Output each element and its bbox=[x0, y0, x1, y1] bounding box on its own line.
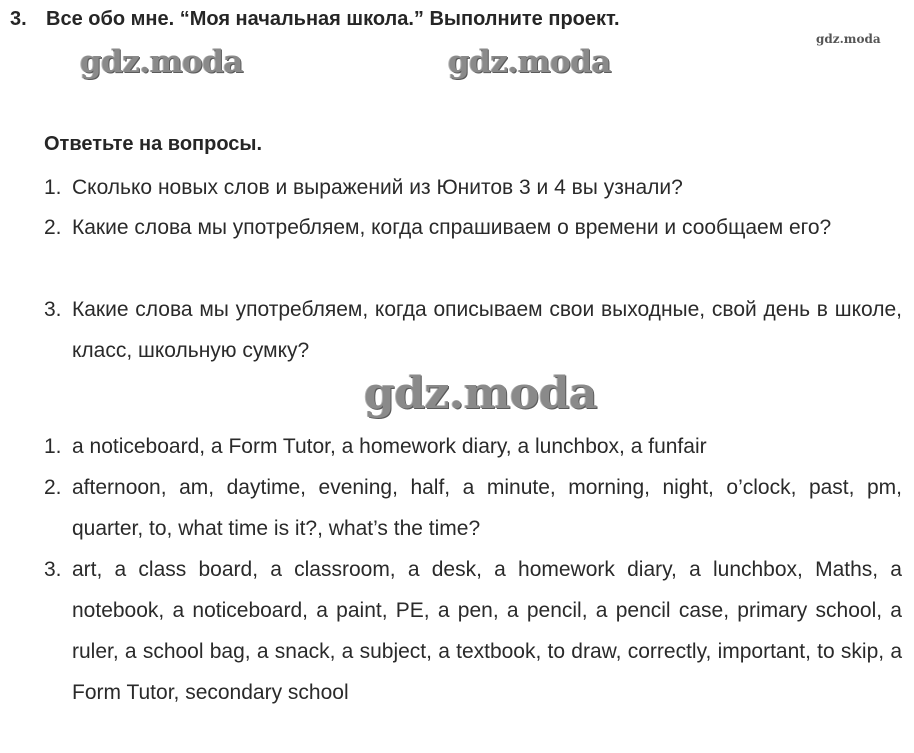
question-number: 2. bbox=[44, 216, 62, 239]
watermark-logo: gdz.moda bbox=[80, 44, 243, 80]
question-item bbox=[44, 289, 902, 371]
watermark-logo: gdz.moda bbox=[448, 44, 611, 80]
question-text: Какие слова мы употребляем, когда описываем свои выходные, свой день в школе, класс, школьную сумку? bbox=[72, 298, 902, 362]
answer-number: 3. bbox=[44, 558, 62, 581]
question-item bbox=[44, 207, 902, 248]
watermark-logo-large: gdz.moda bbox=[364, 368, 598, 419]
exercise-header bbox=[10, 8, 620, 31]
question-number: 1. bbox=[44, 176, 62, 199]
question-text: Сколько новых слов и выражений из Юнитов 3 и 4 вы узнали? bbox=[72, 176, 683, 199]
answer-item bbox=[44, 467, 902, 549]
answer-item bbox=[44, 549, 902, 713]
answer-number: 1. bbox=[44, 435, 62, 458]
answer-number: 2. bbox=[44, 476, 62, 499]
question-text: Какие слова мы употребляем, когда спрашиваем о времени и сообщаем его? bbox=[72, 216, 832, 239]
watermark-small: gdz.moda bbox=[816, 32, 881, 46]
answer-text: a noticeboard, a Form Tutor, a homework diary, a lunchbox, a funfair bbox=[72, 435, 707, 458]
exercise-number: 3. bbox=[10, 8, 27, 30]
question-item bbox=[44, 167, 902, 208]
answer-text: afternoon, am, daytime, evening, half, a minute, morning, night, o’clock, past, pm, quarter, to, what time is it?, what’s the time? bbox=[72, 476, 902, 540]
exercise-title: Все обо мне. “Моя начальная школа.” Выполните проект. bbox=[46, 8, 620, 30]
questions-heading: Ответьте на вопросы. bbox=[44, 133, 263, 155]
answer-text: art, a class board, a classroom, a desk, a homework diary, a lunchbox, Maths, a notebook, a noticeboard, a paint, PE, a pen, a pencil, a pencil case, primary school, a ruler, a school bag, a snack, a subject, a textbook, to draw, correctly, important, to skip, a Form Tutor, secondary school bbox=[72, 558, 902, 704]
answer-item bbox=[44, 426, 902, 467]
question-number: 3. bbox=[44, 298, 62, 321]
